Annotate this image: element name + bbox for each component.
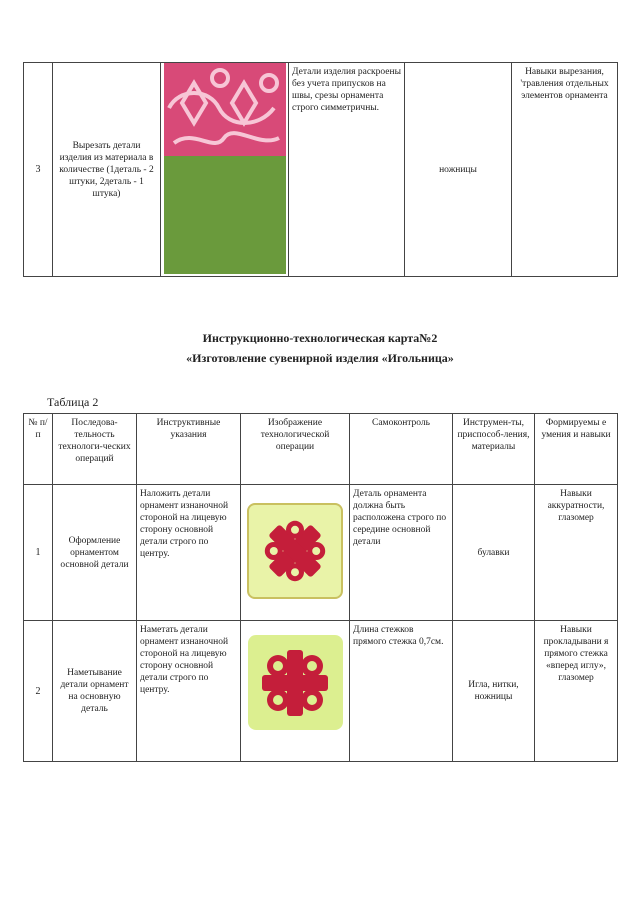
header-operations: Последова-тельность технологи-ческих операций bbox=[58, 418, 131, 464]
pink-ornament-fabric bbox=[164, 63, 286, 156]
table-caption: Таблица 2 bbox=[47, 395, 99, 409]
table-row bbox=[24, 63, 618, 277]
header-number: № п/п bbox=[28, 418, 48, 440]
row-number: 1 bbox=[35, 547, 41, 558]
header-image: Изображение технологической операции bbox=[260, 418, 330, 452]
row-number: 3 bbox=[24, 63, 53, 277]
operation-text: Оформление орнаментом основной детали bbox=[60, 535, 129, 570]
technology-table bbox=[23, 413, 618, 762]
self-control-text: Длина стежков прямого стежка 0,7см. bbox=[353, 625, 444, 647]
skills-text: Навыки аккуратности, глазомер bbox=[547, 489, 605, 523]
header-tools: Инструмен-ты, приспособ-ления, материалы bbox=[457, 418, 530, 452]
tools-text: булавки bbox=[477, 547, 510, 558]
self-control-text: Детали изделия раскроены без учета припусков на швы, срезы орнамента строго симметричны. bbox=[292, 67, 401, 113]
ornament-photo bbox=[247, 503, 343, 599]
skills-text: Навыки вырезания, 'травления отдельных элементов орнамента bbox=[520, 67, 609, 101]
self-control-text: Деталь орнамента должна быть расположена строго по середине основной детали bbox=[353, 489, 447, 547]
fabric-photo bbox=[164, 63, 286, 274]
table-header-row bbox=[24, 414, 618, 485]
green-fabric bbox=[164, 156, 286, 274]
row-number: 2 bbox=[35, 685, 41, 697]
header-skills: Формируемы е умения и навыки bbox=[541, 418, 611, 440]
card-subtitle: «Изготовление сувенирной изделия «Игольница» bbox=[186, 351, 454, 365]
tools-text: ножницы bbox=[439, 164, 477, 175]
table-row bbox=[24, 621, 618, 762]
tools-text: Игла, нитки, ножницы bbox=[468, 680, 519, 702]
table-row bbox=[24, 485, 618, 621]
operation-text: Вырезать детали изделия из материала в количестве (1деталь - 2 штуки, 2деталь - 1 штука) bbox=[59, 140, 154, 199]
header-instructions: Инструктивные указания bbox=[156, 418, 221, 440]
instructions-text: Наложить детали орнамент изнаночной стороной на лицевую сторону основной детали строго по центру. bbox=[140, 489, 229, 559]
instructions-text: Наметать детали орнамент изнаночной стороной на лицевую сторону основной детали строго по центру. bbox=[140, 625, 229, 695]
table-continuation bbox=[23, 62, 618, 277]
skills-text: Навыки прокладывани я прямого стежка «вперед иглу», глазомер bbox=[543, 625, 609, 683]
card-title: Инструкционно-технологическая карта№2 bbox=[202, 331, 438, 345]
header-self-control: Самоконтроль bbox=[372, 418, 430, 428]
operation-text: Наметывание детали орнамент на основную деталь bbox=[60, 668, 129, 714]
basted-ornament-photo bbox=[248, 635, 343, 730]
